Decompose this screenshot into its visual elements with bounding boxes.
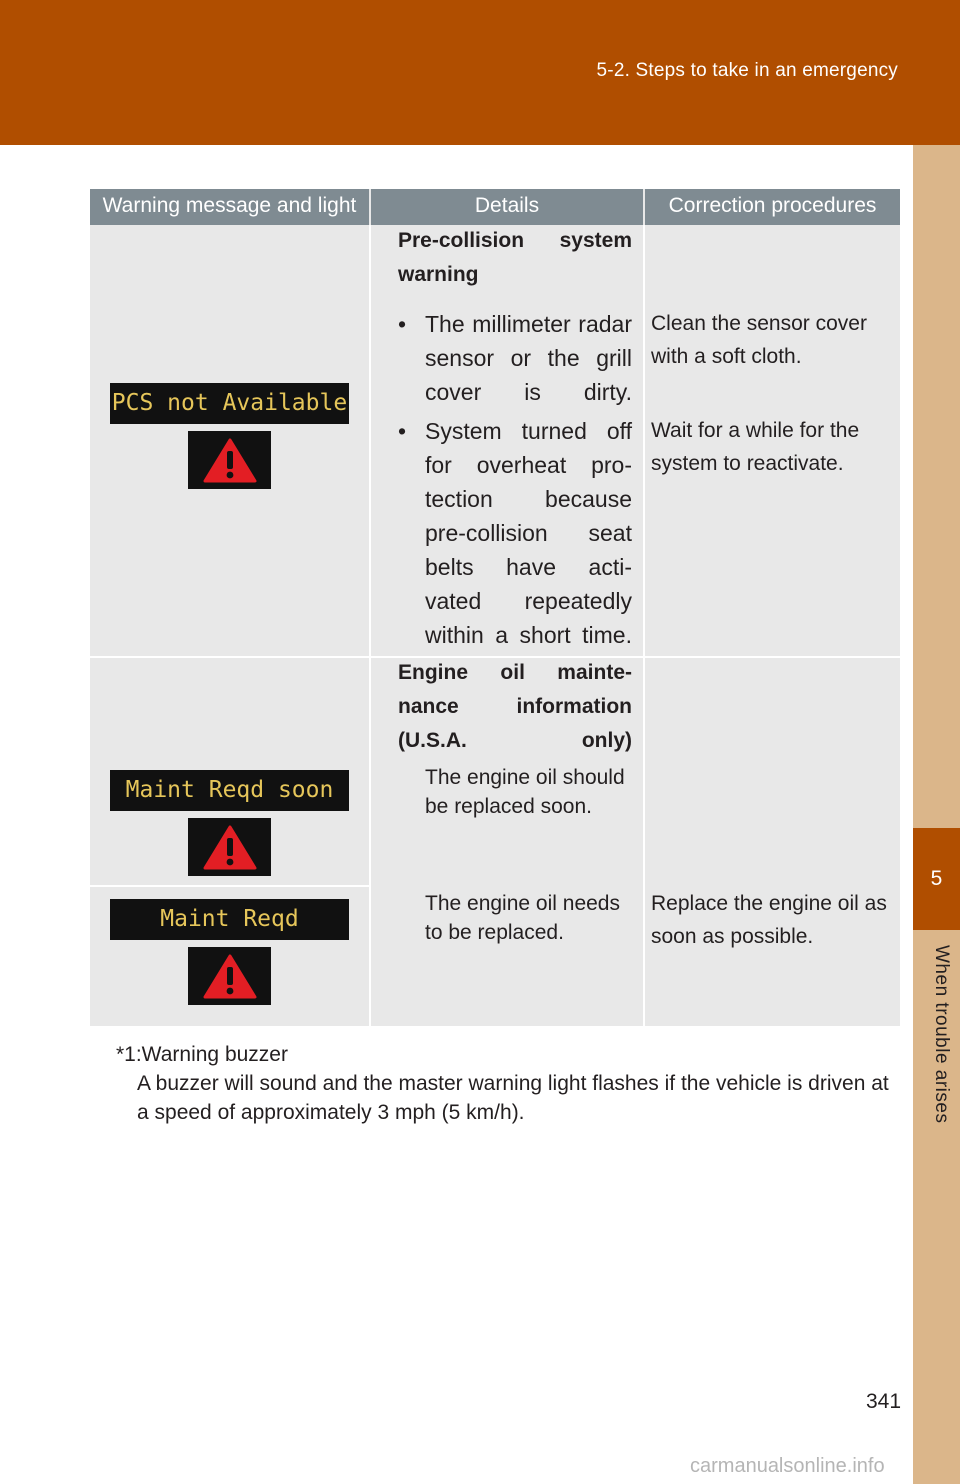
- row-divider: [90, 885, 369, 887]
- correction-clean-sensor: Clean the sensor cover with a soft cloth.: [651, 312, 867, 368]
- column-divider: [643, 225, 645, 1026]
- footnote-title: *1:Warning buzzer: [116, 1043, 288, 1066]
- column-header-warning: Warning message and light: [90, 189, 369, 225]
- details-oil-needs-replacement: The engine oil needs to be replaced.: [425, 892, 620, 944]
- lcd-message-pcs: PCS not Available: [110, 383, 349, 424]
- warning-triangle-icon: [188, 818, 271, 876]
- column-header-correction: Correction procedures: [645, 189, 900, 225]
- correction-replace-oil: Replace the engine oil as soon as possible.: [651, 892, 887, 948]
- details-title-oil: Engine oil mainte-nance information (U.S.A. only): [398, 661, 632, 752]
- section-title: 5-2. Steps to take in an emergency: [596, 60, 898, 81]
- column-divider: [369, 225, 371, 1026]
- watermark: carmanualsonline.info: [690, 1455, 885, 1477]
- footnote: [116, 1040, 906, 1127]
- footnote-text: A buzzer will sound and the master warning light flashes if the vehicle is driven at a speed of approximately 3 mph (5 km/h).: [137, 1072, 889, 1124]
- page-number: 341: [866, 1390, 902, 1413]
- details-oil-soon: The engine oil should be replaced soon.: [425, 766, 625, 818]
- page-header: [0, 0, 960, 145]
- correction-wait: Wait for a while for the system to reactivate.: [651, 419, 860, 475]
- details-bullet: • System turned off for overheat pro-tection because pre-collision seat belts have acti-vated repeatedly within a short time.: [398, 418, 632, 648]
- details-bullet: • The millimeter radar sensor or the grill cover is dirty.: [398, 311, 632, 405]
- warning-triangle-icon: [188, 431, 271, 489]
- chapter-title: When trouble arises: [931, 945, 952, 1124]
- details-title-precollision: Pre-collision system warning: [398, 229, 632, 286]
- chapter-side-tab: [913, 145, 960, 1484]
- lcd-message-maint-soon: Maint Reqd soon: [110, 770, 349, 811]
- chapter-number: 5: [913, 828, 960, 930]
- lcd-message-maint-reqd: Maint Reqd: [110, 899, 349, 940]
- column-header-details: Details: [371, 189, 643, 225]
- warning-triangle-icon: [188, 947, 271, 1005]
